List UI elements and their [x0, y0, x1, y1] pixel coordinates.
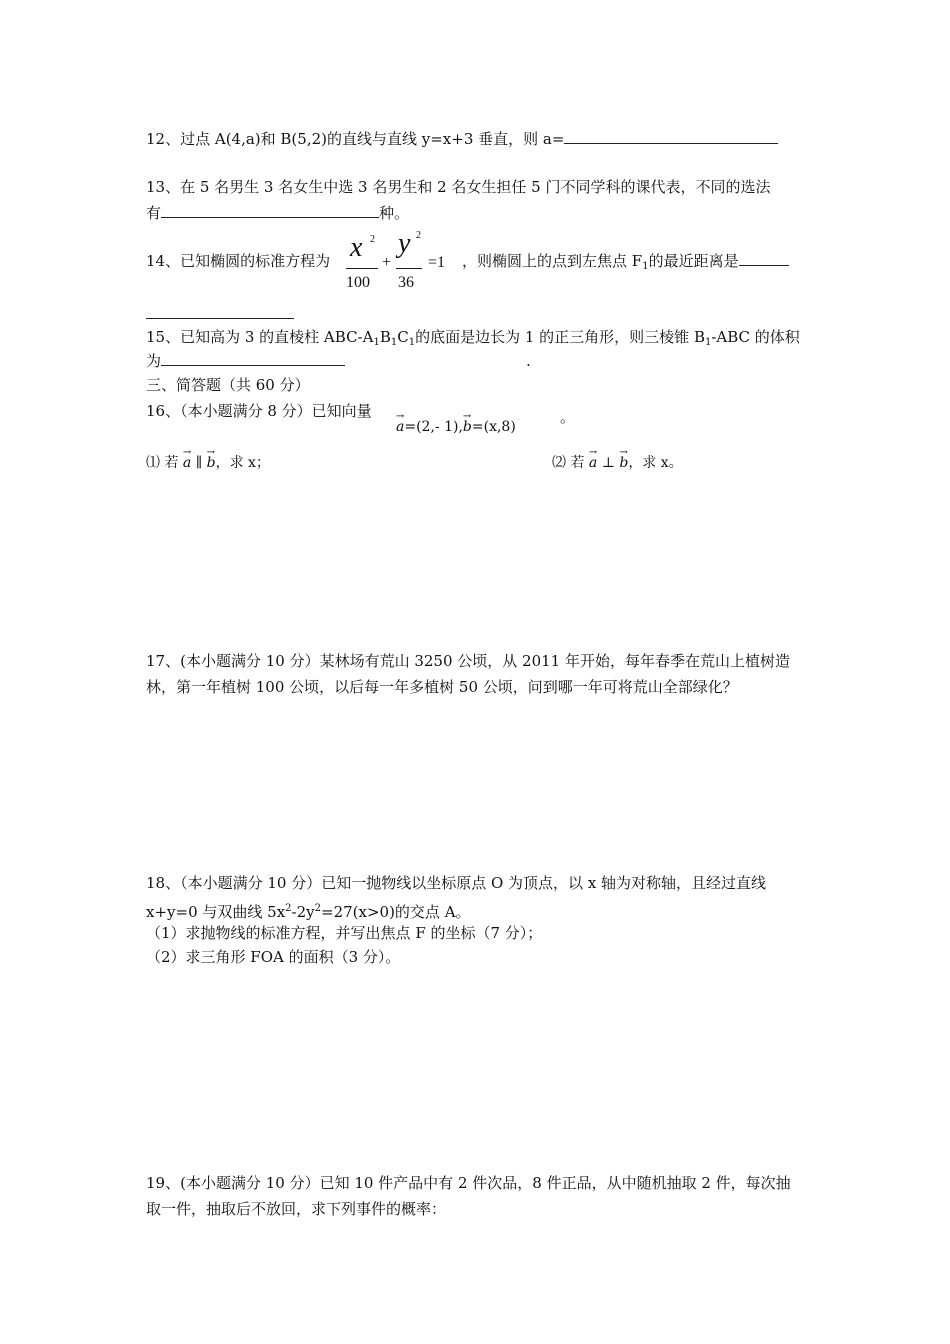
vector-arrow-icon: → — [396, 411, 405, 422]
question-19-line2: 取一件，抽取后不放回，求下列事件的概率： — [146, 1200, 447, 1218]
vector-a-value: =(2,- 1), — [404, 419, 463, 435]
answer-blank-15[interactable] — [161, 351, 345, 366]
question-14-prefix: 14、已知椭圆的标准方程为 — [146, 252, 331, 270]
vector-arrow-icon: → — [619, 447, 628, 458]
vector-b-letter: b — [206, 455, 216, 471]
question-17-line2: 林，第一年植树 100 公顷，以后每一年多植树 50 公顷，问到哪一年可将荒山全部绿化？ — [146, 678, 738, 696]
equation-den-36: 36 — [398, 274, 414, 291]
section-3-title: 三、简答题（共 60 分） — [146, 376, 310, 394]
equation-plus: + — [382, 254, 392, 271]
q15-sub-a: 1 — [373, 337, 380, 348]
question-12-text: 12、过点 A(4,a)和 B(5,2)的直线与直线 y=x+3 垂直，则 a= — [146, 130, 565, 148]
equation-rhs: =1 — [428, 254, 446, 271]
question-14-suffix — [462, 250, 789, 278]
q15-prefix: 为 — [146, 352, 162, 370]
q15-text-c: C — [397, 328, 409, 346]
q16-part2-suffix: ，求 x。 — [628, 455, 683, 471]
question-13-line1: 13、在 5 名男生 3 名女生中选 3 名男生和 2 名女生担任 5 门不同学科的课代表，不同的选法 — [146, 178, 771, 196]
vector-a-symbol — [396, 411, 405, 438]
vector-b-letter: b — [462, 419, 472, 435]
vector-arrow-icon: → — [206, 447, 216, 458]
vector-a-letter: a — [396, 419, 405, 435]
q18-text-b: -2y — [291, 903, 315, 921]
question-18-part1: （1）求抛物线的标准方程，并写出焦点 F 的坐标（7 分）； — [146, 924, 543, 942]
question-18-line1: 18、（本小题满分 10 分）已知一抛物线以坐标原点 O 为顶点，以 x 轴为对称轴，且经过直线 — [146, 874, 767, 892]
question-13-suffix: 种。 — [379, 204, 410, 222]
q16-prefix: 16、（本小题满分 8 分）已知向量 — [146, 402, 372, 420]
equation-x-var: x — [350, 232, 363, 263]
vector-arrow-icon: → — [588, 447, 598, 458]
equation-x-exp: 2 — [370, 234, 375, 245]
question-16 — [146, 400, 372, 422]
question-14-suffix-text: ，则椭圆上的点到左焦点 F — [462, 252, 643, 270]
q15-sub-c: 1 — [408, 337, 416, 348]
q15-text-b: B — [379, 328, 391, 346]
question-12 — [146, 128, 778, 150]
q15-text-d: 的底面是边长为 1 的正三角形，则三棱锥 B — [415, 328, 705, 346]
vector-b-symbol — [619, 447, 629, 474]
q15-text-e: -ABC 的体积 — [711, 328, 800, 346]
vector-b-symbol — [206, 447, 216, 474]
q16-part2 — [552, 447, 683, 474]
vector-a-letter: a — [182, 455, 192, 471]
q18-sup-b: 2 — [314, 903, 321, 914]
question-14-suffix2: 的最近距离是 — [648, 252, 739, 270]
q16-part1-prefix: ⑴ 若 — [146, 455, 179, 471]
q15-dot: . — [526, 352, 531, 370]
vector-b-symbol — [462, 411, 472, 438]
question-13-line2 — [146, 202, 409, 224]
q16-vector-formula — [396, 411, 516, 438]
question-19-line1: 19、(本小题满分 10 分）已知 10 件产品中有 2 件次品，8 件正品，从中随机抽取 2 件，每次抽 — [146, 1174, 791, 1192]
q16-part2-prefix: ⑵ 若 — [552, 455, 585, 471]
perpendicular-symbol: ⊥ — [601, 455, 615, 471]
question-17-line1: 17、(本小题满分 10 分）某林场有荒山 3250 公顷，从 2011 年开始，每年春季在荒山上植树造 — [146, 652, 790, 670]
fraction-bar-1 — [346, 268, 378, 269]
question-14 — [146, 250, 330, 272]
q16-part1 — [146, 447, 270, 474]
answer-blank-14b[interactable] — [146, 318, 294, 319]
answer-blank-14a[interactable] — [739, 251, 789, 266]
vector-a-letter: a — [588, 455, 598, 471]
q18-sup-a: 2 — [285, 903, 292, 914]
vector-b-letter: b — [619, 455, 629, 471]
parallel-symbol: ∥ — [195, 455, 203, 471]
q15-text-a: 15、已知高为 3 的直棱柱 ABC-A — [146, 328, 374, 346]
question-15-line2 — [146, 350, 345, 372]
vector-b-value: =(x,8) — [471, 419, 516, 435]
vector-a-symbol — [588, 447, 598, 474]
q16-part1-suffix: ，求 x； — [215, 455, 270, 471]
q18-text-a: x+y=0 与双曲线 5x — [146, 903, 286, 921]
fraction-bar-2 — [396, 268, 422, 269]
answer-blank-13[interactable] — [161, 203, 379, 218]
question-13-prefix: 有 — [146, 204, 162, 222]
equation-y-var: y — [398, 228, 411, 259]
q15-sub-d: 1 — [704, 337, 712, 348]
vector-a-symbol — [182, 447, 192, 474]
vector-arrow-icon: → — [182, 447, 192, 458]
question-18-line2 — [146, 898, 471, 923]
question-18-part2: （2）求三角形 FOA 的面积（3 分）。 — [146, 948, 401, 966]
focus-subscript: 1 — [642, 261, 649, 272]
q18-text-c: =27(x>0)的交点 A。 — [321, 903, 471, 921]
answer-blank-12[interactable] — [564, 129, 778, 144]
vector-arrow-icon: → — [462, 411, 472, 422]
q16-period: 。 — [560, 408, 576, 426]
equation-y-exp: 2 — [416, 230, 421, 241]
q15-sub-b: 1 — [390, 337, 398, 348]
equation-den-100: 100 — [346, 274, 370, 291]
